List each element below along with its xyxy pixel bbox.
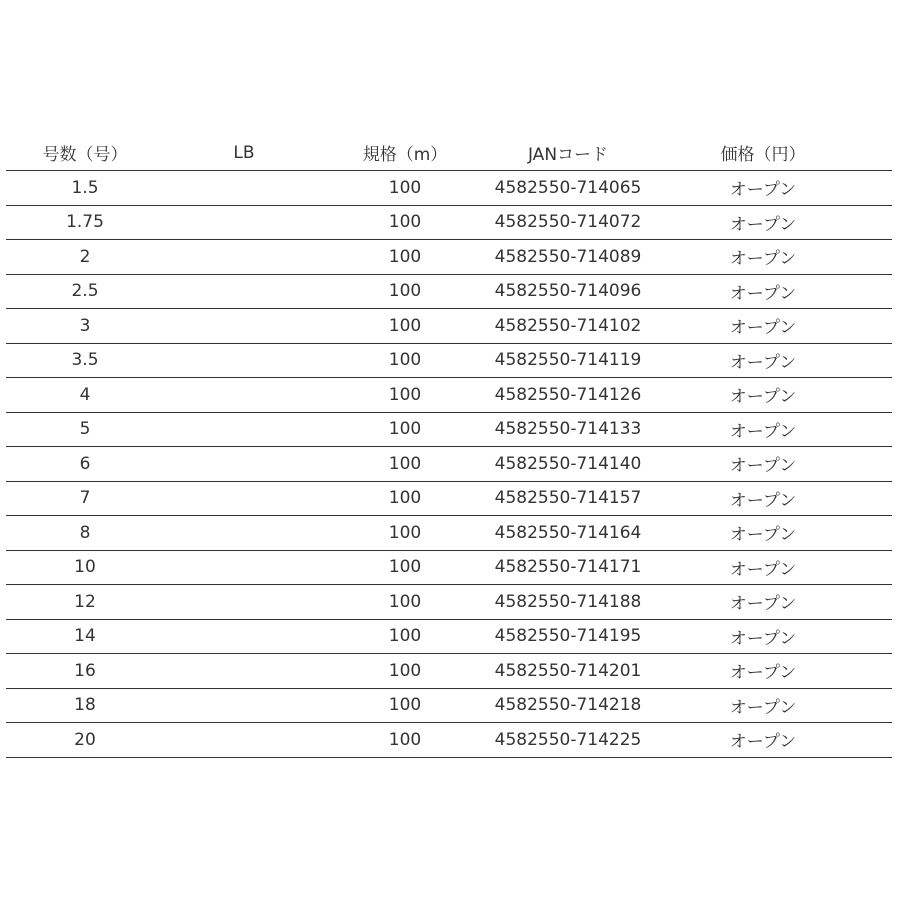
cell-lb [164,723,324,758]
cell-price-label: オープン [729,594,797,615]
cell-lb [164,378,324,413]
cell-price-label: オープン [729,249,797,270]
table-row [6,378,892,413]
cell-price [650,481,892,516]
table-row [6,343,892,378]
cell-lb [164,654,324,689]
cell-lb [164,343,324,378]
cell-jan: 4582550-714096 [486,274,650,309]
cell-price-label: オープン [729,352,797,373]
table-row [6,516,892,551]
cell-size: 2 [6,240,164,275]
cell-size: 20 [6,723,164,758]
header-spec: 規格（m） [324,135,486,171]
cell-spec: 100 [324,274,486,309]
cell-price-label: オープン [729,697,797,718]
cell-price-label: オープン [729,525,797,546]
cell-price [650,550,892,585]
cell-price [650,171,892,206]
cell-price [650,205,892,240]
cell-price [650,447,892,482]
cell-size: 8 [6,516,164,551]
table-row [6,205,892,240]
cell-spec: 100 [324,447,486,482]
cell-size: 1.75 [6,205,164,240]
cell-size: 7 [6,481,164,516]
cell-size: 1.5 [6,171,164,206]
table-header [6,135,892,171]
cell-size: 4 [6,378,164,413]
cell-price-label: オープン [729,283,797,304]
header-price [650,135,892,171]
cell-spec: 100 [324,688,486,723]
cell-lb [164,550,324,585]
table-row [6,274,892,309]
spec-table [6,135,892,758]
cell-size: 3 [6,309,164,344]
cell-size: 2.5 [6,274,164,309]
cell-jan: 4582550-714218 [486,688,650,723]
cell-jan: 4582550-714188 [486,585,650,620]
cell-size: 3.5 [6,343,164,378]
cell-jan: 4582550-714065 [486,171,650,206]
cell-lb [164,309,324,344]
table-row [6,481,892,516]
cell-price-label: オープン [729,628,797,649]
cell-spec: 100 [324,171,486,206]
cell-spec: 100 [324,654,486,689]
cell-jan: 4582550-714133 [486,412,650,447]
header-size: 号数（号） [6,135,164,171]
cell-price-label: オープン [729,732,797,753]
cell-price [650,516,892,551]
cell-jan: 4582550-714089 [486,240,650,275]
cell-jan: 4582550-714171 [486,550,650,585]
cell-spec: 100 [324,205,486,240]
cell-spec: 100 [324,412,486,447]
table-row [6,171,892,206]
cell-size: 12 [6,585,164,620]
table-row [6,309,892,344]
cell-lb [164,481,324,516]
table-row [6,240,892,275]
cell-price [650,378,892,413]
table-body [6,171,892,758]
header-price-label: 価格（円） [720,145,806,165]
cell-size: 10 [6,550,164,585]
cell-price [650,240,892,275]
cell-price [650,654,892,689]
cell-spec: 100 [324,516,486,551]
cell-price [650,585,892,620]
cell-spec: 100 [324,481,486,516]
header-jan: JANコード [486,135,650,171]
cell-spec: 100 [324,343,486,378]
cell-price [650,723,892,758]
cell-size: 16 [6,654,164,689]
header-row [6,135,892,171]
cell-price-label: オープン [729,318,797,339]
cell-size: 18 [6,688,164,723]
cell-price-label: オープン [729,663,797,684]
table-row [6,585,892,620]
table-row [6,723,892,758]
cell-jan: 4582550-714072 [486,205,650,240]
cell-lb [164,619,324,654]
table-row [6,447,892,482]
cell-jan: 4582550-714126 [486,378,650,413]
header-lb: LB [164,135,324,171]
cell-lb [164,240,324,275]
cell-price [650,619,892,654]
cell-price-label: オープン [729,387,797,408]
cell-jan: 4582550-714157 [486,481,650,516]
cell-spec: 100 [324,550,486,585]
cell-jan: 4582550-714140 [486,447,650,482]
cell-price-label: オープン [729,490,797,511]
table-row [6,654,892,689]
table-row [6,550,892,585]
cell-lb [164,205,324,240]
cell-lb [164,274,324,309]
cell-jan: 4582550-714195 [486,619,650,654]
cell-spec: 100 [324,723,486,758]
cell-spec: 100 [324,585,486,620]
cell-spec: 100 [324,309,486,344]
cell-spec: 100 [324,619,486,654]
cell-price [650,688,892,723]
cell-price-label: オープン [729,214,797,235]
cell-price-label: オープン [729,559,797,580]
table-row [6,412,892,447]
cell-lb [164,688,324,723]
cell-price [650,309,892,344]
cell-size: 6 [6,447,164,482]
cell-jan: 4582550-714164 [486,516,650,551]
cell-jan: 4582550-714102 [486,309,650,344]
cell-size: 5 [6,412,164,447]
cell-spec: 100 [324,378,486,413]
cell-price-label: オープン [729,180,797,201]
cell-price-label: オープン [729,456,797,477]
cell-lb [164,585,324,620]
table-row [6,619,892,654]
cell-price [650,343,892,378]
cell-price [650,412,892,447]
cell-price-label: オープン [729,421,797,442]
cell-lb [164,412,324,447]
cell-lb [164,516,324,551]
cell-lb [164,447,324,482]
cell-jan: 4582550-714119 [486,343,650,378]
cell-jan: 4582550-714201 [486,654,650,689]
cell-jan: 4582550-714225 [486,723,650,758]
cell-lb [164,171,324,206]
cell-spec: 100 [324,240,486,275]
table-row [6,688,892,723]
cell-price [650,274,892,309]
cell-size: 14 [6,619,164,654]
